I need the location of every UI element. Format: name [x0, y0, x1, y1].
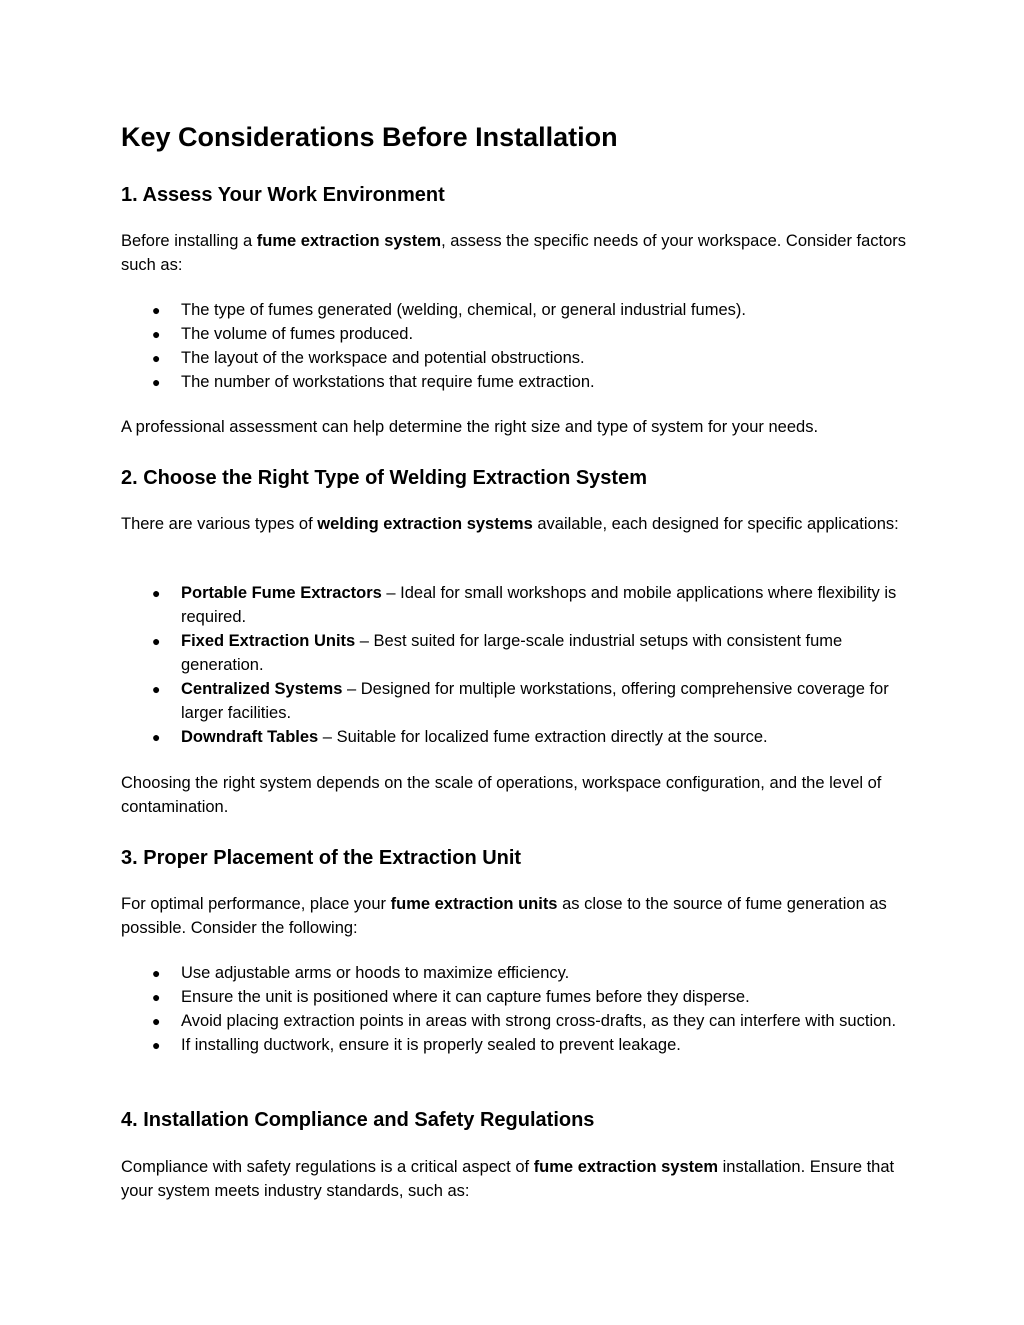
list-item [121, 346, 911, 370]
section-3-bullet-list [121, 961, 911, 1057]
section-4-intro-bold: fume extraction system [533, 1158, 719, 1176]
section-3-intro-text-a: For optimal performance, place your [121, 895, 391, 913]
bullet-icon: ● [152, 681, 161, 697]
section-1-intro-text-c: , assess the specific needs of your workspace. Consider factors such as: [121, 232, 907, 274]
section-1-outro: A professional assessment can help determine the right size and type of system for your needs. [121, 418, 819, 436]
section-3-intro-bold: fume extraction units [390, 895, 558, 913]
list-item-text: The number of workstations that require fume extraction. [181, 373, 595, 391]
section-2-intro-bold: welding extraction systems [317, 515, 533, 533]
bullet-icon: ● [152, 989, 161, 1005]
bullet-icon: ● [152, 350, 161, 366]
list-item-text: The layout of the workspace and potential obstructions. [181, 349, 585, 367]
list-item-term: Centralized Systems [181, 680, 343, 698]
bullet-icon: ● [152, 302, 161, 318]
bullet-icon: ● [152, 729, 161, 745]
bullet-icon: ● [152, 374, 161, 390]
list-item-text: Use adjustable arms or hoods to maximize efficiency. [181, 964, 570, 982]
list-item [121, 1009, 911, 1033]
list-item [121, 629, 911, 677]
list-item-text: The type of fumes generated (welding, chemical, or general industrial fumes). [181, 301, 746, 319]
bullet-icon: ● [152, 633, 161, 649]
list-item-text: – Suitable for localized fume extraction directly at the source. [318, 728, 768, 746]
section-2-intro [121, 512, 911, 536]
list-item-term: Portable Fume Extractors [181, 584, 382, 602]
section-1-intro [121, 229, 911, 277]
section-3-intro [121, 892, 911, 940]
list-item-term: Downdraft Tables [181, 728, 319, 746]
list-item [121, 961, 911, 985]
section-2-heading: 2. Choose the Right Type of Welding Extraction System [121, 467, 647, 489]
list-item-term: Fixed Extraction Units [181, 632, 356, 650]
bullet-icon: ● [152, 1013, 161, 1029]
list-item [121, 985, 911, 1009]
section-2-outro: Choosing the right system depends on the scale of operations, workspace configuration, and the level of contamination. [121, 774, 882, 816]
list-item [121, 581, 911, 629]
section-1-intro-bold: fume extraction system [256, 232, 442, 250]
section-3-heading: 3. Proper Placement of the Extraction Unit [121, 847, 522, 869]
section-4-intro-text-a: Compliance with safety regulations is a critical aspect of [121, 1158, 534, 1176]
list-item-text: Avoid placing extraction points in areas with strong cross-drafts, as they can interfere with suction. [181, 1012, 897, 1030]
section-4-intro-text-c: installation. Ensure that your system meets industry standards, such as: [121, 1158, 895, 1200]
list-item [121, 322, 911, 346]
list-item [121, 677, 911, 725]
list-item-text: Ensure the unit is positioned where it can capture fumes before they disperse. [181, 988, 750, 1006]
list-item-text: The volume of fumes produced. [181, 325, 414, 343]
section-2-bullet-list [121, 581, 911, 749]
bullet-icon: ● [152, 585, 161, 601]
list-item [121, 298, 911, 322]
list-item-text: – Ideal for small workshops and mobile applications where flexibility is required. [181, 584, 897, 626]
list-item [121, 1033, 911, 1057]
section-2-intro-text-a: There are various types of [121, 515, 318, 533]
bullet-icon: ● [152, 326, 161, 342]
section-1-heading: 1. Assess Your Work Environment [121, 184, 445, 206]
list-item [121, 725, 911, 749]
section-3-intro-text-c: as close to the source of fume generation as possible. Consider the following: [121, 895, 887, 937]
list-item-text: – Best suited for large-scale industrial setups with consistent fume generation. [181, 632, 843, 674]
bullet-icon: ● [152, 965, 161, 981]
section-2-intro-text-c: available, each designed for specific applications: [532, 515, 899, 533]
page-title: Key Considerations Before Installation [121, 122, 618, 152]
section-1-intro-text-a: Before installing a [121, 232, 257, 250]
bullet-icon: ● [152, 1037, 161, 1053]
list-item-text: If installing ductwork, ensure it is properly sealed to prevent leakage. [181, 1036, 681, 1054]
section-4-intro [121, 1155, 911, 1203]
list-item-text: – Designed for multiple workstations, offering comprehensive coverage for larger facilities. [181, 680, 889, 722]
list-item [121, 370, 911, 394]
section-1-bullet-list [121, 298, 911, 394]
section-4-heading: 4. Installation Compliance and Safety Regulations [121, 1109, 595, 1131]
